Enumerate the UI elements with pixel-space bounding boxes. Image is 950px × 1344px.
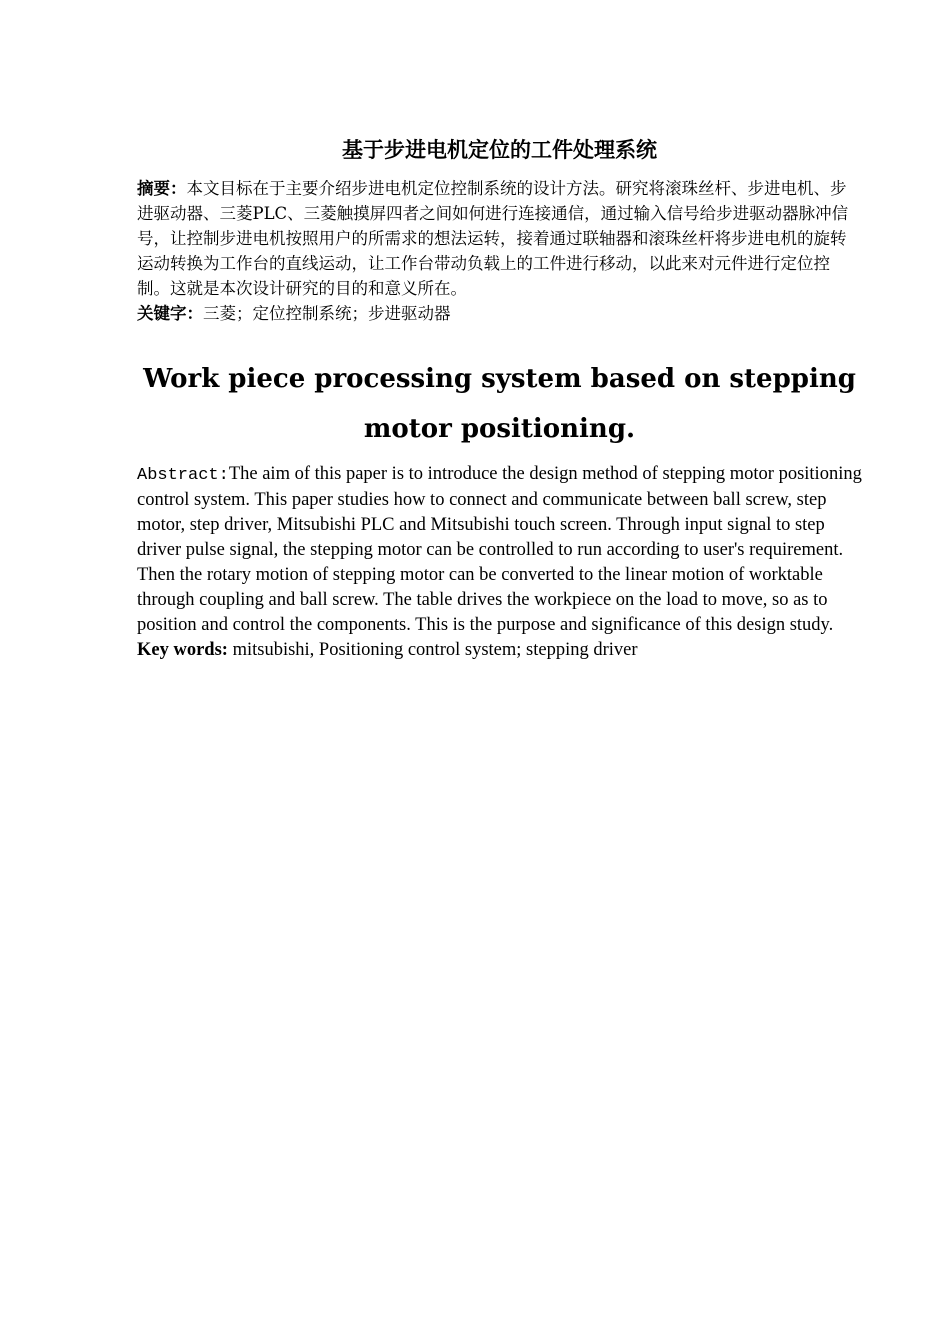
chinese-keywords (137, 301, 862, 326)
english-title (137, 354, 862, 454)
english-keywords (137, 638, 862, 663)
english-title-line-1: Work piece processing system based on stepping (143, 364, 856, 394)
chinese-abstract-label: 摘要： (137, 179, 187, 198)
document-body (137, 130, 862, 663)
chinese-keywords-text: 三菱；定位控制系统；步进驱动器 (203, 304, 451, 323)
chinese-title: 基于步进电机定位的工件处理系统 (342, 137, 657, 162)
english-abstract-label: Abstract: (137, 466, 229, 485)
chinese-abstract (137, 176, 862, 301)
english-abstract-text: The aim of this paper is to introduce the design method of stepping motor positioning control system. This paper studies how to connect and communicate between ball screw, step motor, step driver, Mitsubishi PLC and Mitsubishi touch screen. Through input signal to step driver pulse signal, the stepping motor can be controlled to run according to user's requirement. Then the rotary motion of stepping motor can be converted to the linear motion of worktable through coupling and ball screw. The table drives the workpiece on the load to move, so as to position and control the components. This is the purpose and significance of this design study. (137, 464, 862, 635)
english-title-line-2: motor positioning. (363, 414, 636, 444)
english-keywords-text: mitsubishi, Positioning control system; stepping driver (227, 640, 638, 660)
chinese-keywords-label: 关键字： (137, 304, 203, 323)
chinese-abstract-text: 本文目标在于主要介绍步进电机定位控制系统的设计方法。研究将滚珠丝杆、步进电机、步进驱动器、三菱PLC、三菱触摸屏四者之间如何进行连接通信，通过输入信号给步进驱动器脉冲信号，让控制步进电机按照用户的所需求的想法运转，接着通过联轴器和滚珠丝杆将步进电机的旋转运动转换为工作台的直线运动，让工作台带动负载上的工件进行移动，以此来对元件进行定位控制。这就是本次设计研究的目的和意义所在。 (137, 179, 849, 298)
english-keywords-label: Key words: (137, 640, 228, 660)
english-abstract (137, 462, 862, 638)
